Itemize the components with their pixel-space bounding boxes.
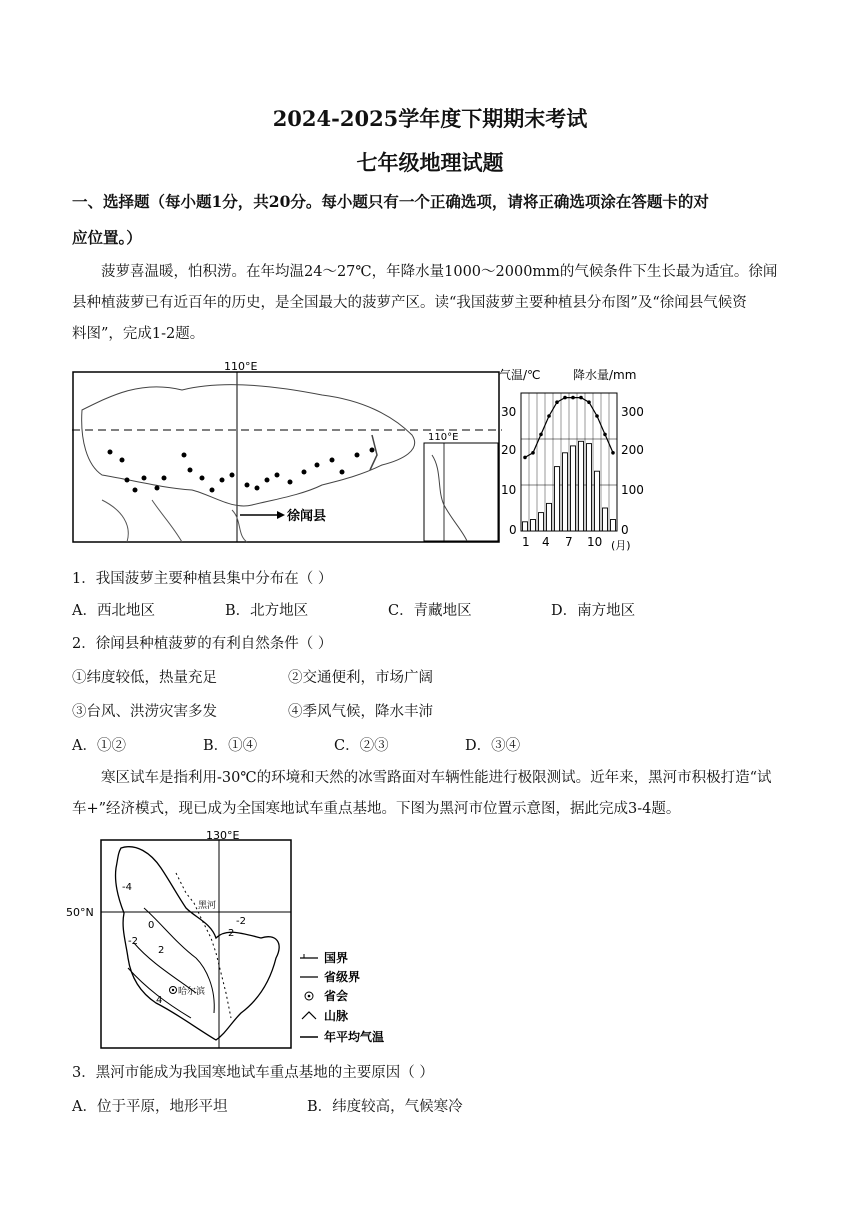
passage2-line1: 寒区试车是指利用-30℃的环境和天然的冰雪路面对车辆性能进行极限测试。近年来，黑河市积极打造“试 [101,770,772,786]
pineapple-distribution-map [72,360,502,550]
section-heading-line1: 一、选择题（每小题1分，共20分。每小题只有一个正确选项，请将正确选项涂在答题卡的对 [72,192,709,211]
legend-border: 国界 [324,951,349,965]
temperature-point [579,396,583,400]
q1-option-d[interactable]: D．南方地区 [551,603,636,619]
temperature-point [547,414,551,418]
month-ticks [522,535,631,552]
q1-stem: 1．我国菠萝主要种植县集中分布在（ ） [72,571,333,587]
precip-bar [539,513,544,531]
passage1 [72,257,792,350]
precip-bar [523,522,528,531]
city-label: 黑河 [198,901,217,911]
inset-lon-label: 110°E [428,432,459,443]
precip-axis-label: 降水量/mm [573,368,637,382]
temp-axis-label: 气温/℃ [499,368,541,382]
precip-tick: 100 [621,483,644,497]
q2-item-2: ②交通便利，市场广阔 [288,670,433,686]
map-legend [300,950,384,1044]
temperature-point [531,451,535,455]
temperature-point [563,396,567,400]
q2-option-c[interactable]: C．②③ [334,738,389,754]
q2-item-3: ③台风、洪涝灾害多发 [72,704,217,720]
temperature-point [523,456,527,460]
passage1-line2: 县种植菠萝已有近百年的历史，是全国最大的菠萝产区。读“我国菠萝主要种植县分布图”及“徐闻县气候资 [72,295,747,311]
precip-tick: 0 [621,523,629,537]
q1-option-b[interactable]: B．北方地区 [225,603,309,619]
temperature-point [595,414,599,418]
q1-option-a[interactable]: A．西北地区 [72,603,155,619]
month-tick: 7 [565,535,573,549]
precip-bar [531,520,536,532]
isotherm-label: -2 [236,916,246,927]
legend-province: 省级界 [324,970,361,984]
month-tick: 4 [542,535,550,549]
precip-bar [579,441,584,531]
month-unit: (月) [611,539,631,552]
precip-bar [587,444,592,531]
temperature-point [611,451,615,455]
lat-label: 50°N [66,906,94,919]
q2-item-1: ①纬度较低，热量充足 [72,670,217,686]
precip-bar [547,503,552,531]
precip-bar [595,471,600,531]
q3-option-b[interactable]: B．纬度较高，气候寒冷 [307,1099,463,1115]
temp-tick: 20 [501,443,517,457]
isotherm-label: 2 [228,928,235,939]
heihe-location-map [66,828,406,1053]
precip-bar [571,446,576,531]
capital-label: 哈尔滨 [178,987,206,997]
isotherm-label: 2 [158,945,165,956]
isotherm-label: -4 [122,882,132,893]
climate-chart [495,365,670,555]
temperature-point [571,396,575,400]
map-lon-label: 110°E [224,360,258,373]
precip-tick: 200 [621,443,644,457]
temperature-point [539,433,543,437]
exam-title: 2024-2025学年度下期期末考试 [272,106,588,131]
passage2-line2: 车+”经济模式，现已成为全国寒地试车重点基地。下图为黑河市位置示意图，据此完成3-4题。 [72,801,681,817]
precip-bar [563,453,568,531]
exam-subtitle: 七年级地理试题 [356,150,504,175]
precip-bar [611,520,616,532]
precip-bar [555,467,560,531]
temperature-point [603,433,607,437]
county-label: 徐闻县 [287,509,327,524]
precip-bar [603,508,608,531]
temp-ticks [501,405,517,537]
q1-option-c[interactable]: C．青藏地区 [388,603,472,619]
passage1-line3: 料图”，完成1-2题。 [72,326,205,342]
isotherm-label: 4 [156,995,163,1006]
temp-tick: 0 [509,523,517,537]
legend-capital: 省会 [324,989,349,1003]
precip-tick: 300 [621,405,644,419]
lon-label: 130°E [206,829,240,842]
month-tick: 10 [587,535,603,549]
q2-option-b[interactable]: B．①④ [203,738,258,754]
passage1-line1: 菠萝喜温暖，怕积涝。在年均温24～27℃，年降水量1000～2000mm的气候条件下生长最为适宜。徐闻 [101,264,778,280]
month-tick: 1 [522,535,530,549]
q2-option-d[interactable]: D．③④ [465,738,521,754]
temp-tick: 30 [501,405,517,419]
isotherm-label: 0 [148,920,155,931]
isotherm-label: -2 [128,936,138,947]
passage2 [72,763,792,825]
q2-stem: 2．徐闻县种植菠萝的有利自然条件（ ） [72,636,333,652]
q3-option-a[interactable]: A．位于平原，地形平坦 [72,1099,228,1115]
temperature-point [555,400,559,404]
legend-isotherm: 年平均气温 [324,1030,385,1044]
temperature-point [587,400,591,404]
section-heading-line2: 应位置。） [72,228,142,247]
q2-item-4: ④季风气候，降水丰沛 [288,704,433,720]
temp-tick: 10 [501,483,517,497]
legend-mountain: 山脉 [324,1009,349,1023]
q3-stem: 3．黑河市能成为我国寒地试车重点基地的主要原因（ ） [72,1065,434,1081]
q2-option-a[interactable]: A．①② [72,738,126,754]
precip-ticks [621,405,644,537]
